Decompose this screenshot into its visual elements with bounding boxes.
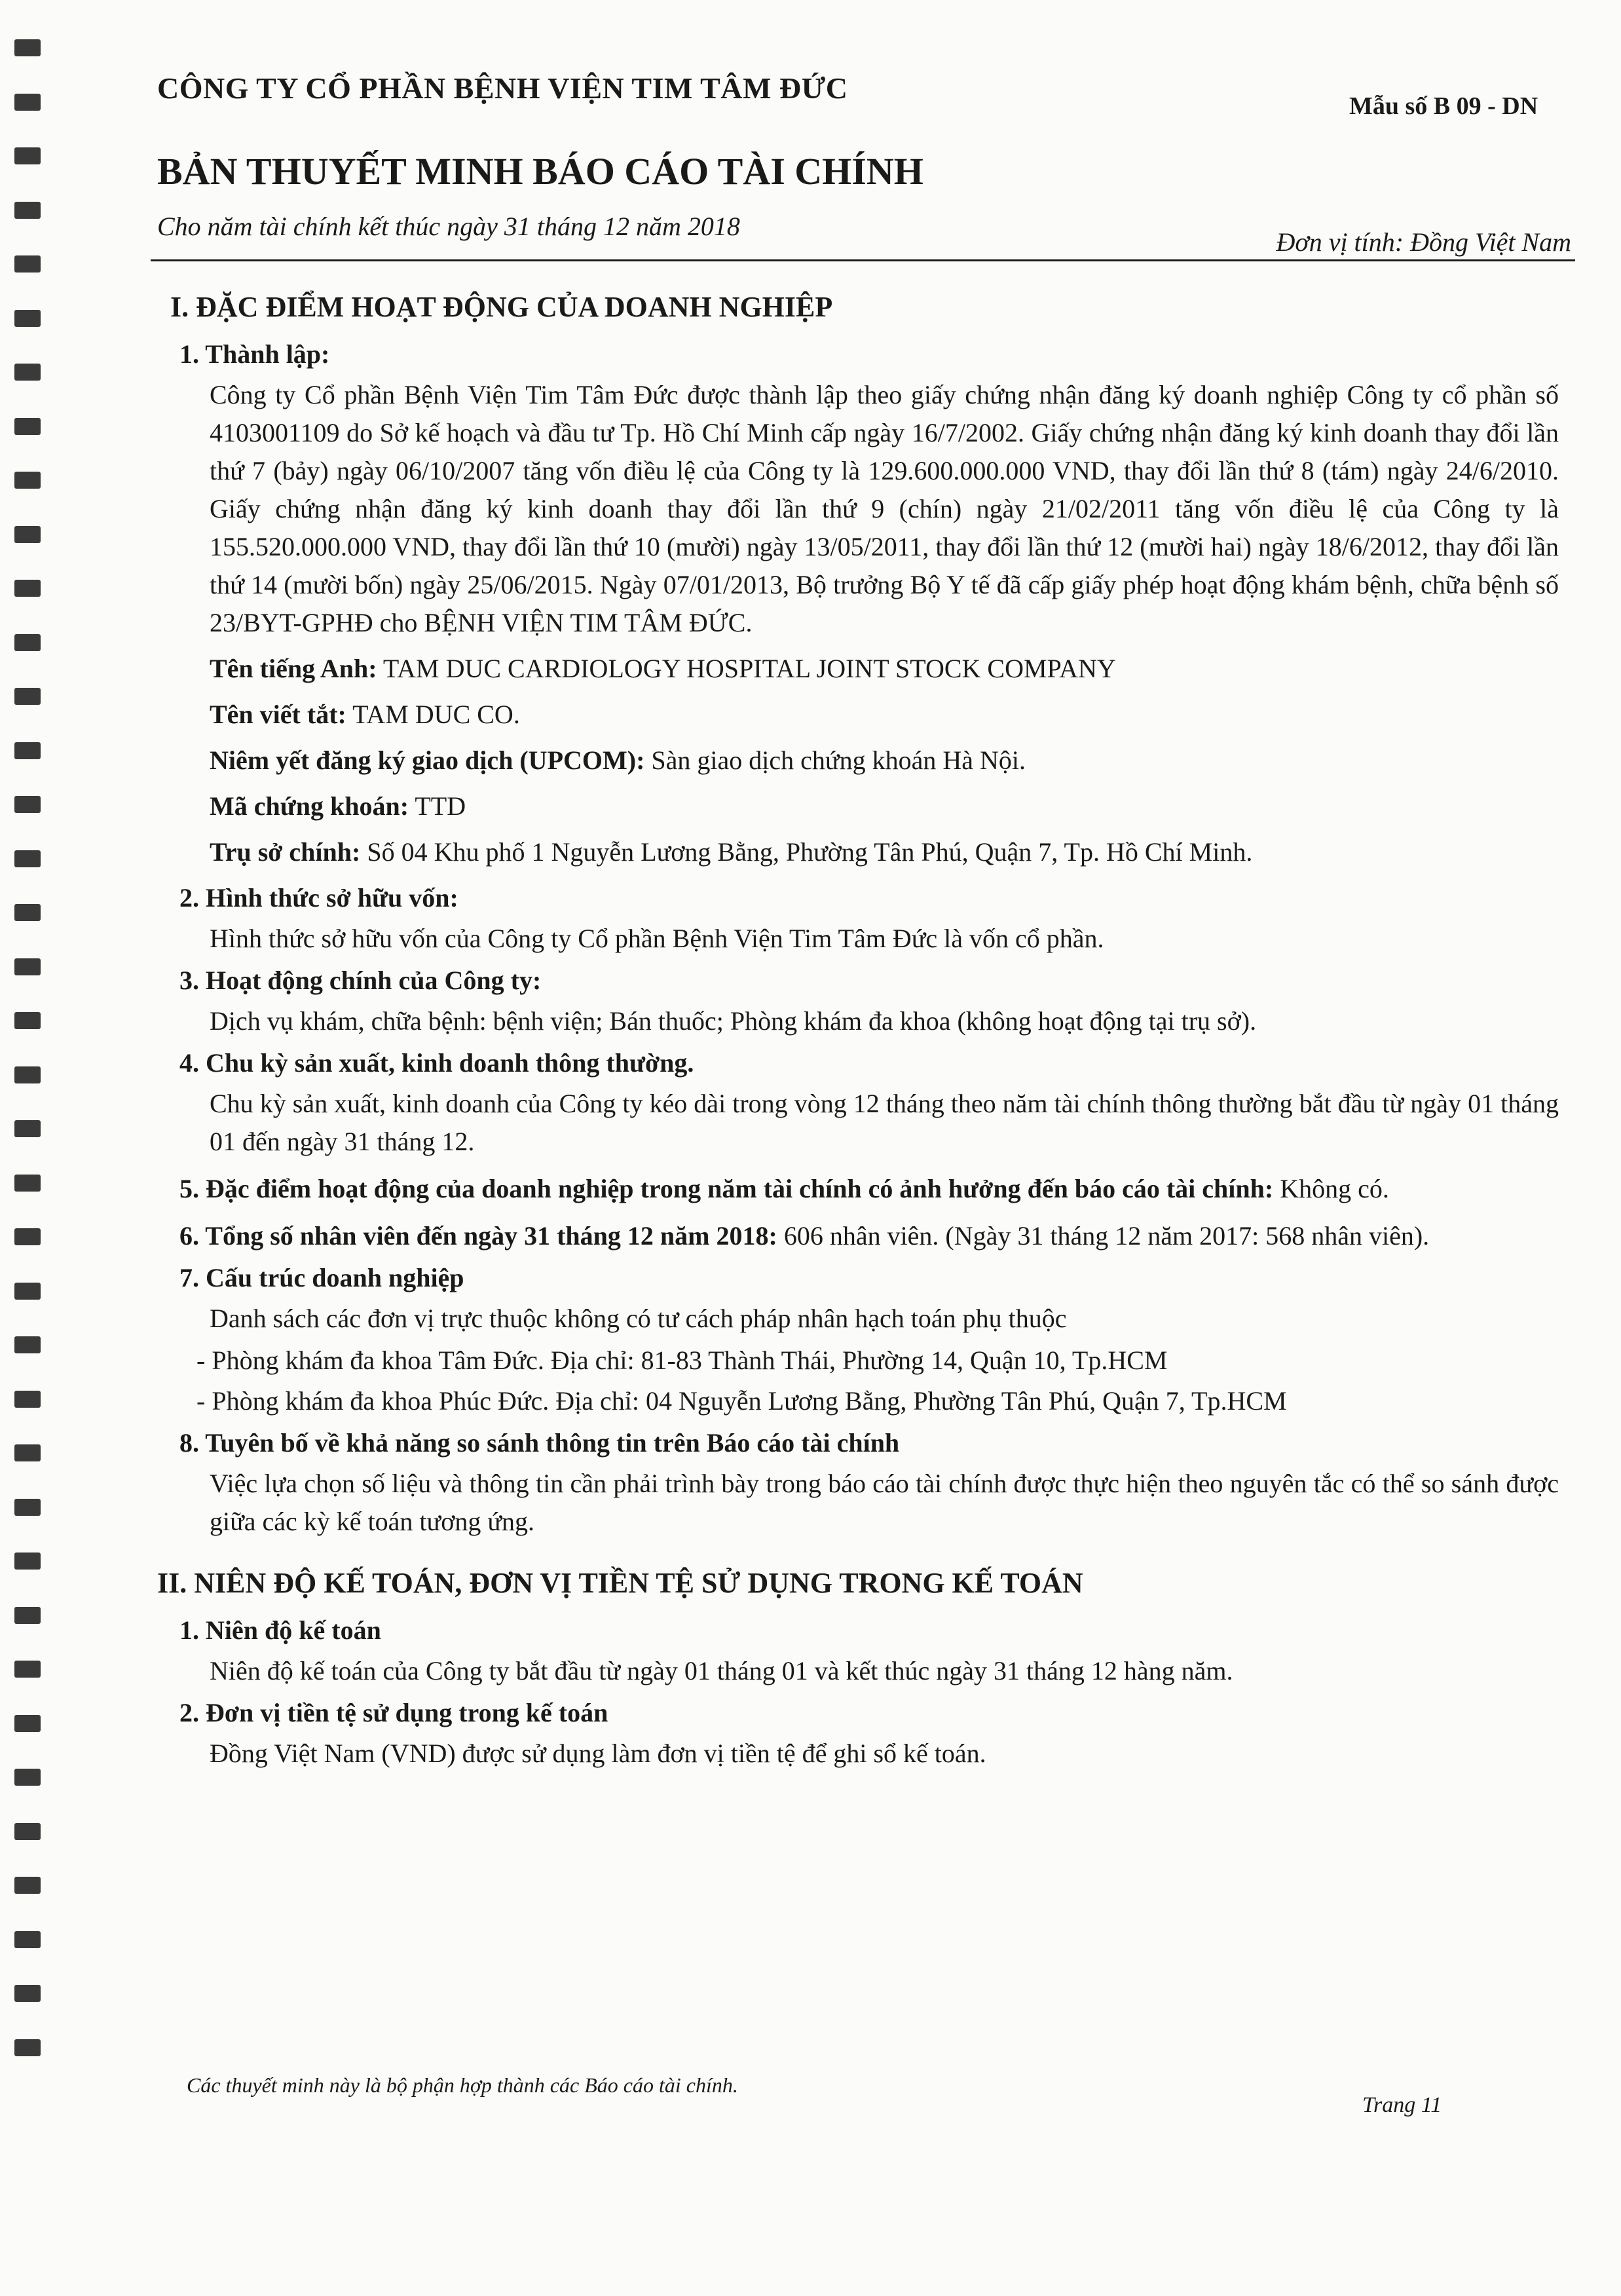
- form-code: Mẫu số B 09 - DN: [1349, 92, 1538, 120]
- item-1-4-title: 4. Chu kỳ sản xuất, kinh doanh thông thường.: [179, 1048, 694, 1078]
- section-1-title: I. ĐẶC ĐIỂM HOẠT ĐỘNG CỦA DOANH NGHIỆP: [170, 291, 833, 323]
- item-1-6-value: 606 nhân viên. (Ngày 31 tháng 12 năm 2017: 568 nhân viên).: [783, 1221, 1430, 1251]
- item-2-1-title: 1. Niên độ kế toán: [179, 1615, 381, 1645]
- english-name-value: TAM DUC CARDIOLOGY HOSPITAL JOINT STOCK COMPANY: [382, 654, 1116, 683]
- item-1-6: [179, 1217, 1559, 1255]
- currency-unit: Đơn vị tính: Đồng Việt Nam: [1276, 227, 1571, 257]
- item-1-6-title: 6. Tổng số nhân viên đến ngày 31 tháng 12 năm 2018:: [179, 1221, 777, 1251]
- dependent-unit-item: - Phòng khám đa khoa Phúc Đức. Địa chỉ: 04 Nguyễn Lương Bằng, Phường Tân Phú, Quận 7, Tp.HCM: [196, 1386, 1287, 1416]
- ticker-label: Mã chứng khoán:: [210, 791, 409, 821]
- item-1-8-text: Việc lựa chọn số liệu và thông tin cần phải trình bày trong báo cáo tài chính được thực hiện theo nguyên tắc có thể so sánh được giữa các kỳ kế toán tương ứng.: [210, 1469, 1559, 1536]
- listing-field: [210, 742, 1559, 780]
- item-1-1-title: 1. Thành lập:: [179, 339, 330, 369]
- item-1-5: [179, 1170, 1559, 1208]
- item-1-3-text: Dịch vụ khám, chữa bệnh: bệnh viện; Bán thuốc; Phòng khám đa khoa (không hoạt động tại trụ sở).: [210, 1006, 1257, 1036]
- ticker-field: [210, 787, 1559, 825]
- section-2-title: II. NIÊN ĐỘ KẾ TOÁN, ĐƠN VỊ TIỀN TỆ SỬ DỤNG TRONG KẾ TOÁN: [157, 1567, 1083, 1599]
- document-body: [157, 288, 1559, 1777]
- item-2-2-text: Đồng Việt Nam (VND) được sử dụng làm đơn vị tiền tệ để ghi sổ kế toán.: [210, 1739, 986, 1768]
- item-1-5-value: Không có.: [1280, 1174, 1389, 1203]
- item-2-1-text: Niên độ kế toán của Công ty bắt đầu từ ngày 01 tháng 01 và kết thúc ngày 31 tháng 12 hàng năm.: [210, 1656, 1233, 1685]
- abbreviation-value: TAM DUC CO.: [352, 700, 520, 729]
- item-1-1-text: Công ty Cổ phần Bệnh Viện Tim Tâm Đức được thành lập theo giấy chứng nhận đăng ký doanh nghiệp Công ty cổ phần số 4103001109 do Sở kế hoạch và đầu tư Tp. Hồ Chí Minh cấp ngày 16/7/2002. Giấy chứng nhận đăng ký kinh doanh thay đổi lần thứ 7 (bảy) ngày 06/10/2007 tăng vốn điều lệ của Công ty là 129.600.000.000 VND, thay đổi lần thứ 8 (tám) ngày 24/6/2010. Giấy chứng nhận đăng ký kinh doanh thay đổi lần thứ 9 (chín) ngày 21/02/2011 tăng vốn điều lệ của Công ty là 155.520.000.000 VND, thay đổi lần thứ 10 (mười) ngày 13/05/2011, thay đổi lần thứ 12 (mười hai) ngày 18/6/2012, thay đổi lần thứ 14 (mười bốn) ngày 25/06/2015. Ngày 07/01/2013, Bộ trưởng Bộ Y tế đã cấp giấy phép hoạt động khám bệnh, chữa bệnh số 23/BYT-GPHĐ cho BỆNH VIỆN TIM TÂM ĐỨC.: [210, 380, 1559, 637]
- page-number: Trang 11: [1362, 2093, 1442, 2117]
- item-1-5-title: 5. Đặc điểm hoạt động của doanh nghiệp trong năm tài chính có ảnh hưởng đến báo cáo tài chính:: [179, 1174, 1274, 1203]
- abbreviation-label: Tên viết tắt:: [210, 700, 346, 729]
- listing-label: Niêm yết đăng ký giao dịch (UPCOM):: [210, 745, 645, 775]
- ticker-value: TTD: [415, 791, 466, 821]
- header-divider: [151, 259, 1575, 261]
- english-name-label: Tên tiếng Anh:: [210, 654, 377, 683]
- abbreviation-field: [210, 696, 1559, 734]
- item-1-2-title: 2. Hình thức sở hữu vốn:: [179, 883, 458, 913]
- report-period: Cho năm tài chính kết thúc ngày 31 tháng 12 năm 2018: [157, 212, 740, 241]
- item-1-4-text: Chu kỳ sản xuất, kinh doanh của Công ty kéo dài trong vòng 12 tháng theo năm tài chính thông thường bắt đầu từ ngày 01 tháng 01 đến ngày 31 tháng 12.: [210, 1089, 1559, 1156]
- footer-note: Các thuyết minh này là bộ phận hợp thành các Báo cáo tài chính.: [187, 2073, 738, 2097]
- headquarters-field: [210, 833, 1559, 871]
- item-1-3-title: 3. Hoạt động chính của Công ty:: [179, 966, 542, 995]
- item-2-2-title: 2. Đơn vị tiền tệ sử dụng trong kế toán: [179, 1698, 608, 1727]
- headquarters-value: Số 04 Khu phố 1 Nguyễn Lương Bằng, Phường Tân Phú, Quận 7, Tp. Hồ Chí Minh.: [367, 837, 1253, 867]
- item-1-7-title: 7. Cấu trúc doanh nghiệp: [179, 1263, 464, 1292]
- english-name-field: [210, 650, 1559, 688]
- headquarters-label: Trụ sở chính:: [210, 837, 361, 867]
- company-name: CÔNG TY CỔ PHẦN BỆNH VIỆN TIM TÂM ĐỨC: [157, 71, 848, 105]
- listing-value: Sàn giao dịch chứng khoán Hà Nội.: [651, 745, 1026, 775]
- item-1-2-text: Hình thức sở hữu vốn của Công ty Cổ phần Bệnh Viện Tim Tâm Đức là vốn cổ phần.: [210, 924, 1104, 953]
- item-1-7-text: Danh sách các đơn vị trực thuộc không có tư cách pháp nhân hạch toán phụ thuộc: [210, 1304, 1067, 1333]
- item-1-8-title: 8. Tuyên bố về khả năng so sánh thông tin trên Báo cáo tài chính: [179, 1428, 900, 1458]
- report-title: BẢN THUYẾT MINH BÁO CÁO TÀI CHÍNH: [157, 150, 923, 193]
- dependent-unit-item: - Phòng khám đa khoa Tâm Đức. Địa chỉ: 81-83 Thành Thái, Phường 14, Quận 10, Tp.HCM: [196, 1346, 1168, 1375]
